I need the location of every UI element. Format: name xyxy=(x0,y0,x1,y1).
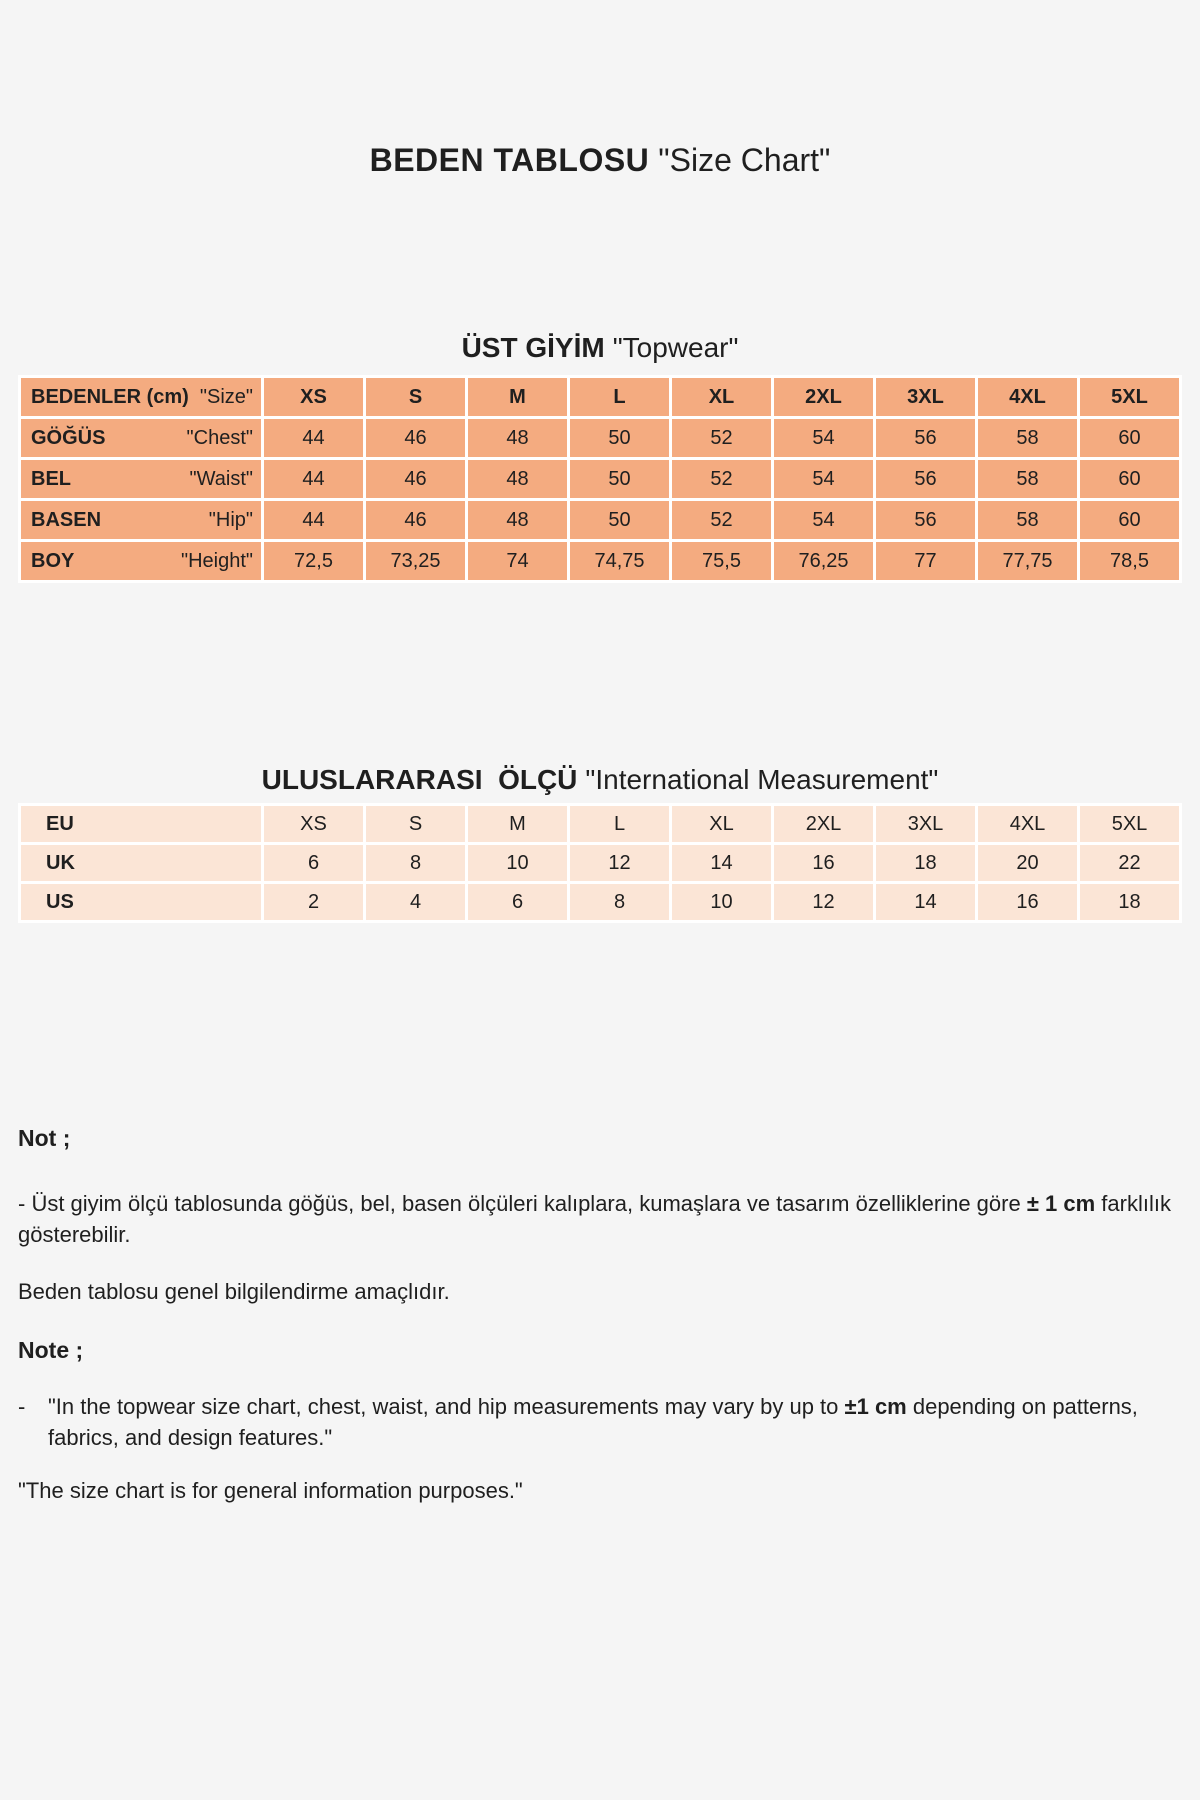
topwear-value-göğüs-M: 48 xyxy=(467,418,569,459)
topwear-row-bel xyxy=(20,459,1181,500)
topwear-size-header-2XL: 2XL xyxy=(773,377,875,418)
topwear-size-header-XS: XS xyxy=(263,377,365,418)
topwear-heading xyxy=(18,331,1182,365)
topwear-value-boy-M: 74 xyxy=(467,541,569,582)
topwear-value-bel-S: 46 xyxy=(365,459,467,500)
topwear-size-header-5XL: 5XL xyxy=(1079,377,1181,418)
topwear-value-bel-XL: 52 xyxy=(671,459,773,500)
topwear-value-basen-XL: 52 xyxy=(671,500,773,541)
international-heading-turkish: ULUSLARARASI ÖLÇÜ xyxy=(261,764,578,795)
topwear-value-boy-XL: 75,5 xyxy=(671,541,773,582)
topwear-row-label-basen-turkish: BASEN xyxy=(31,508,102,531)
topwear-size-header-4XL: 4XL xyxy=(977,377,1079,418)
international-value-uk-6: 18 xyxy=(875,844,977,883)
topwear-value-göğüs-4XL: 58 xyxy=(977,418,1079,459)
topwear-header-label xyxy=(20,377,263,418)
topwear-value-göğüs-2XL: 54 xyxy=(773,418,875,459)
international-row-label-eu-turkish: EU xyxy=(46,812,74,835)
topwear-row-label-bel-english: "Waist" xyxy=(189,467,253,490)
bullet-dash: - xyxy=(18,1394,26,1419)
international-value-eu-0: XS xyxy=(263,805,365,844)
topwear-value-boy-XS: 72,5 xyxy=(263,541,365,582)
note-english-general: "The size chart is for general information purposes." xyxy=(18,1478,523,1503)
notes-section xyxy=(18,1123,1182,1506)
topwear-row-label-boy-english: "Height" xyxy=(180,549,253,572)
international-value-uk-4: 14 xyxy=(671,844,773,883)
international-value-us-2: 6 xyxy=(467,883,569,922)
topwear-size-table xyxy=(18,375,1182,583)
topwear-value-basen-4XL: 58 xyxy=(977,500,1079,541)
note-english-item xyxy=(18,1391,1182,1453)
international-value-eu-3: L xyxy=(569,805,671,844)
international-value-us-8: 18 xyxy=(1079,883,1181,922)
international-row-label-us xyxy=(20,883,263,922)
international-size-table xyxy=(18,803,1182,923)
international-row-label-eu xyxy=(20,805,263,844)
topwear-row-label-basen xyxy=(20,500,263,541)
international-value-uk-8: 22 xyxy=(1079,844,1181,883)
topwear-value-boy-4XL: 77,75 xyxy=(977,541,1079,582)
topwear-row-label-göğüs-english: "Chest" xyxy=(186,426,253,449)
international-value-eu-5: 2XL xyxy=(773,805,875,844)
topwear-size-header-XL: XL xyxy=(671,377,773,418)
topwear-value-bel-2XL: 54 xyxy=(773,459,875,500)
topwear-value-boy-2XL: 76,25 xyxy=(773,541,875,582)
international-value-us-7: 16 xyxy=(977,883,1079,922)
international-value-us-5: 12 xyxy=(773,883,875,922)
international-value-uk-2: 10 xyxy=(467,844,569,883)
note-turkish-general: Beden tablosu genel bilgilendirme amaçlıdır. xyxy=(18,1279,450,1304)
topwear-row-label-boy-turkish: BOY xyxy=(31,549,75,572)
page-title xyxy=(18,0,1182,179)
international-value-eu-8: 5XL xyxy=(1079,805,1181,844)
topwear-value-basen-L: 50 xyxy=(569,500,671,541)
topwear-value-bel-3XL: 56 xyxy=(875,459,977,500)
topwear-value-boy-3XL: 77 xyxy=(875,541,977,582)
topwear-value-bel-4XL: 58 xyxy=(977,459,1079,500)
topwear-value-bel-5XL: 60 xyxy=(1079,459,1181,500)
note-english-item-text xyxy=(48,1391,1182,1453)
topwear-header-row xyxy=(20,377,1181,418)
note-turkish-item-pre: - Üst giyim ölçü tablosunda göğüs, bel, basen ölçüleri kalıplara, kumaşlara ve tasarım özelliklerine göre xyxy=(18,1191,1027,1216)
topwear-row-label-boy xyxy=(20,541,263,582)
topwear-value-göğüs-S: 46 xyxy=(365,418,467,459)
international-value-eu-1: S xyxy=(365,805,467,844)
topwear-value-göğüs-3XL: 56 xyxy=(875,418,977,459)
international-row-label-uk xyxy=(20,844,263,883)
topwear-value-göğüs-L: 50 xyxy=(569,418,671,459)
international-heading-english: "International Measurement" xyxy=(585,764,939,795)
international-value-us-6: 14 xyxy=(875,883,977,922)
page-title-turkish: BEDEN TABLOSU xyxy=(369,142,650,178)
topwear-row-label-göğüs-turkish: GÖĞÜS xyxy=(31,426,106,449)
topwear-size-header-M: M xyxy=(467,377,569,418)
international-value-us-3: 8 xyxy=(569,883,671,922)
international-value-eu-2: M xyxy=(467,805,569,844)
note-english-item-pre: "In the topwear size chart, chest, waist, and hip measurements may vary by up to xyxy=(48,1394,845,1419)
international-value-uk-3: 12 xyxy=(569,844,671,883)
international-value-uk-1: 8 xyxy=(365,844,467,883)
international-value-uk-5: 16 xyxy=(773,844,875,883)
not-heading-turkish: Not ; xyxy=(18,1125,71,1151)
topwear-value-göğüs-5XL: 60 xyxy=(1079,418,1181,459)
topwear-value-basen-S: 46 xyxy=(365,500,467,541)
topwear-size-header-S: S xyxy=(365,377,467,418)
international-heading xyxy=(18,763,1182,797)
international-value-uk-0: 6 xyxy=(263,844,365,883)
topwear-value-göğüs-XS: 44 xyxy=(263,418,365,459)
international-value-uk-7: 20 xyxy=(977,844,1079,883)
note-heading-english: Note ; xyxy=(18,1337,84,1363)
note-turkish-item-bold: ± 1 cm xyxy=(1026,1191,1096,1216)
note-turkish-item-post: farklılık gösterebilir. xyxy=(18,1191,1178,1247)
topwear-value-bel-XS: 44 xyxy=(263,459,365,500)
international-value-eu-4: XL xyxy=(671,805,773,844)
topwear-row-boy xyxy=(20,541,1181,582)
topwear-value-boy-L: 74,75 xyxy=(569,541,671,582)
topwear-header-label-turkish: BEDENLER (cm) xyxy=(31,385,189,408)
topwear-value-bel-M: 48 xyxy=(467,459,569,500)
topwear-header-label-english: "Size" xyxy=(199,385,253,408)
page-title-english: "Size Chart" xyxy=(658,142,831,178)
topwear-value-basen-XS: 44 xyxy=(263,500,365,541)
note-turkish-item xyxy=(18,1188,1182,1250)
topwear-value-bel-L: 50 xyxy=(569,459,671,500)
topwear-row-label-bel xyxy=(20,459,263,500)
topwear-size-header-L: L xyxy=(569,377,671,418)
topwear-row-basen xyxy=(20,500,1181,541)
topwear-row-göğüs xyxy=(20,418,1181,459)
topwear-value-göğüs-XL: 52 xyxy=(671,418,773,459)
note-english-item-post: depending on patterns, fabrics, and design features." xyxy=(48,1394,1145,1450)
topwear-row-label-bel-turkish: BEL xyxy=(31,467,71,490)
international-value-us-0: 2 xyxy=(263,883,365,922)
international-value-us-1: 4 xyxy=(365,883,467,922)
topwear-heading-english: "Topwear" xyxy=(612,332,739,363)
international-value-eu-6: 3XL xyxy=(875,805,977,844)
note-english-item-bold: ±1 cm xyxy=(844,1394,907,1419)
topwear-value-basen-3XL: 56 xyxy=(875,500,977,541)
international-row-eu xyxy=(20,805,1181,844)
topwear-value-basen-5XL: 60 xyxy=(1079,500,1181,541)
international-value-eu-7: 4XL xyxy=(977,805,1079,844)
international-row-uk xyxy=(20,844,1181,883)
topwear-value-boy-S: 73,25 xyxy=(365,541,467,582)
topwear-value-basen-M: 48 xyxy=(467,500,569,541)
topwear-row-label-basen-english: "Hip" xyxy=(208,508,253,531)
international-value-us-4: 10 xyxy=(671,883,773,922)
topwear-value-boy-5XL: 78,5 xyxy=(1079,541,1181,582)
topwear-value-basen-2XL: 54 xyxy=(773,500,875,541)
international-row-label-us-turkish: US xyxy=(46,890,74,913)
international-row-us xyxy=(20,883,1181,922)
international-row-label-uk-turkish: UK xyxy=(46,851,75,874)
topwear-size-header-3XL: 3XL xyxy=(875,377,977,418)
topwear-row-label-göğüs xyxy=(20,418,263,459)
topwear-heading-turkish: ÜST GİYİM xyxy=(461,332,605,363)
